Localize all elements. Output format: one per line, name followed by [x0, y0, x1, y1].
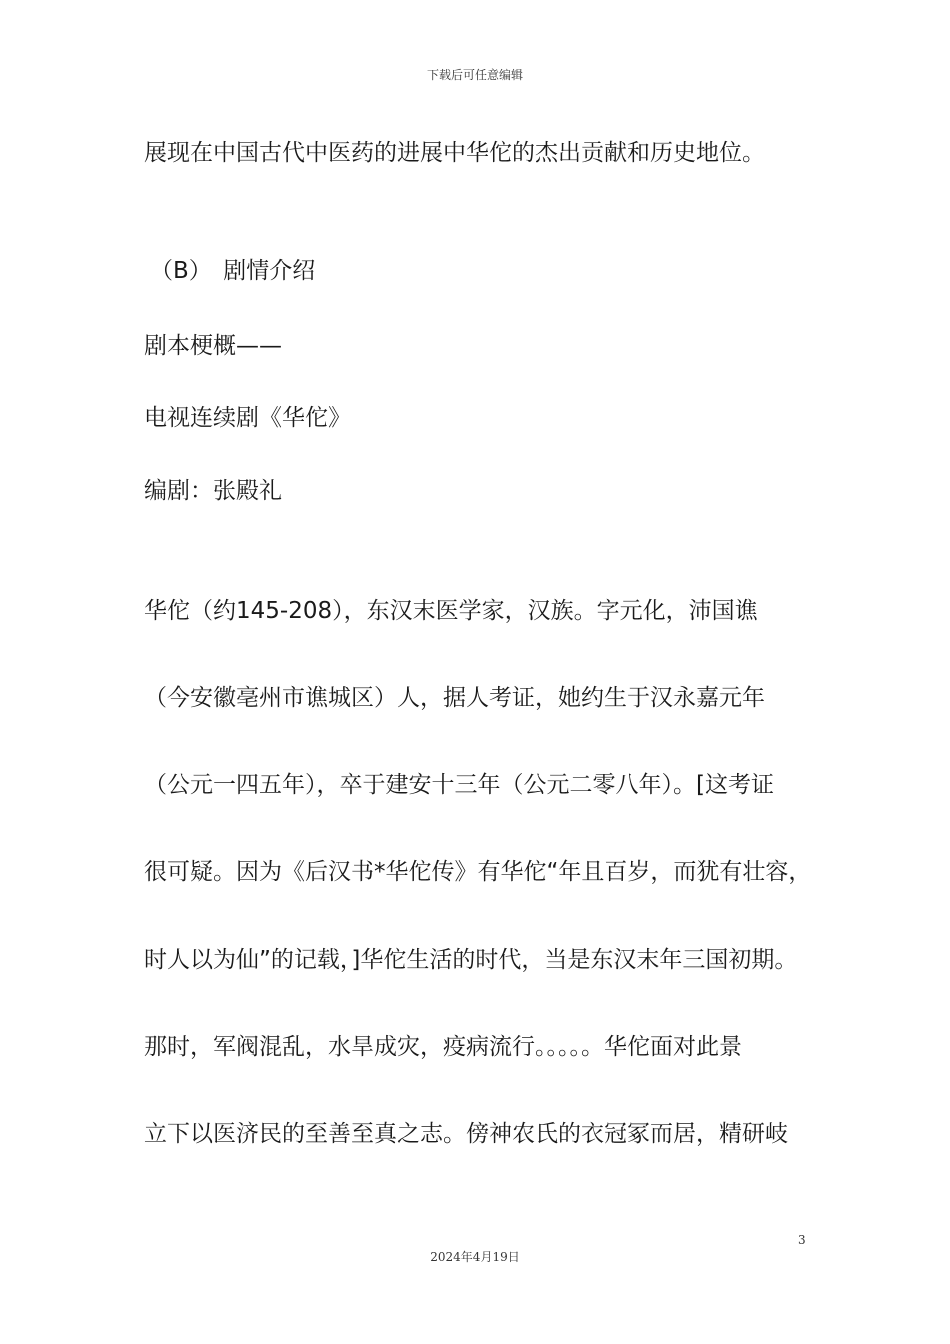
text-line: 电视连续剧《华佗》 [144, 405, 351, 431]
section-heading: （B） 剧情介绍 [150, 258, 316, 284]
text-line: 展现在中国古代中医药的进展中华佗的杰出贡献和历史地位。 [144, 140, 765, 166]
text-line: 编剧：张殿礼 [144, 478, 282, 504]
text-line: 很可疑。因为《后汉书*华佗传》有华佗“年且百岁，而犹有壮容， [144, 859, 812, 885]
footer-date: 2024年4月19日 [430, 1250, 520, 1264]
header-note: 下载后可任意编辑 [426, 68, 523, 82]
text-line: （今安徽亳州市谯城区）人，据人考证，她约生于汉永嘉元年 [144, 685, 765, 711]
text-line: 那时，军阀混乱，水旱成灾，疫病流行。。。。。华佗面对此景 [144, 1034, 742, 1060]
text-line: （公元一四五年），卒于建安十三年（公元二零八年）。[这考证 [144, 772, 774, 798]
text-line: 时人以为仙”的记载，]华佗生活的时代，当是东汉末年三国初期。 [144, 947, 798, 973]
page-number: 3 [798, 1233, 806, 1247]
text-line: 剧本梗概—— [144, 333, 282, 359]
text-line: 华佗（约145-208），东汉末医学家，汉族。字元化，沛国谯 [144, 598, 758, 624]
text-line: 立下以医济民的至善至真之志。傍神农氏的衣冠冢而居，精研岐 [144, 1121, 788, 1147]
